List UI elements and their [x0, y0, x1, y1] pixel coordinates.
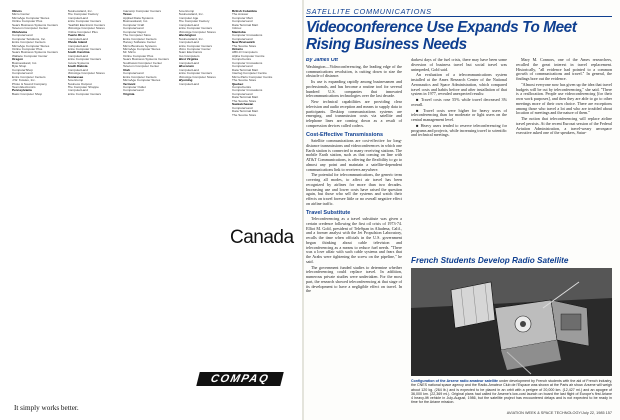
- dealer-name: Americomp: [67, 79, 84, 83]
- dealer-name: Micro Business Systems: [123, 44, 157, 48]
- dealer-name: Entre Computer Centers: [12, 41, 46, 45]
- dealer-name: Entre Computer Centers: [178, 44, 213, 48]
- dealer-region-heading: Manitoba: [232, 29, 246, 34]
- dealer-name: Data Terminal Mart: [232, 95, 259, 100]
- dealer-region-heading: Washington: [178, 34, 197, 38]
- dealer-name: Entre Computer Centers: [12, 75, 46, 79]
- dealer-name: J.W. Kowles, Inc.: [12, 79, 36, 83]
- dealer-name: ComputerLand: [67, 16, 88, 20]
- dealer-region-heading: South Dakota: [67, 65, 88, 69]
- dealer-name: Team Electronics: [178, 51, 203, 55]
- dealer-name: Computer Solutions, Inc.: [12, 37, 46, 41]
- dealer-name: Entre Computer Centers: [67, 47, 102, 51]
- article-paragraph: Teleconferencing as a travel substitute was given a certain credence following the first oil crisis of 1973-74. Elliot M. Gold, president of TeleSpan in Altadena, Calif., and a former analyst with the Jet Propulsion Laboratory, recalls the time when officials in the U.S. government began thinking about cable television and teleconferencing as a means to reduce fuel needs. "There was a love affair with such cable systems and fears that the Arabs were tightening the screw on the pipeline," he said.: [306, 216, 402, 264]
- dealer-name: ComputerLand: [67, 68, 88, 72]
- dealer-name: Micro-Parts Computer Centre: [232, 74, 273, 79]
- dealer-name: Micro Center: [12, 13, 30, 17]
- dealer-region-heading: Saskatchewan: [232, 102, 254, 107]
- dealer-name: Telecom Computer Center: [12, 27, 49, 31]
- dealer-name: Basic Computer Shop: [12, 92, 43, 96]
- dealer-name: Businessland, Inc.: [178, 37, 204, 41]
- ad-slogan: It simply works better.: [14, 404, 79, 412]
- page-gutter: [302, 0, 304, 420]
- dealer-name: Entre Computer Centers: [67, 20, 102, 24]
- dealer-region-heading: Texas: [123, 13, 132, 17]
- dealer-name: ABC-D Computers: [232, 50, 258, 55]
- dealer-name: Sears Business Systems Centers: [12, 23, 58, 27]
- article-column-2: [411, 58, 507, 251]
- dealer-region-heading: Virginia: [123, 92, 135, 96]
- dealer-name: Computer Innovations: [232, 33, 263, 38]
- dealer-name: ComputerLand: [12, 72, 33, 76]
- article-paragraph: "Almost everyone now has given up the idea that travel budgets will be cut by teleconferencing," she said. "There is a reallocation. People use videoconferencing [for their own work purposes], and then they are able to go to other meetings more of their own choice. There are exceptions among those who travel a lot and who are troubled about location of meetings and the nature of them.": [516, 81, 612, 116]
- article-paragraph: Satellite communications are cost-effective for long-distance transmissions and videoconferences in which one Earth station is connected to many receiving stations. The mobile Earth station, such as that coming on line with AT&T Communications, is offering the flexibility to go to almost any point and maintain a satellite-dependent communications link to receivers anywhere.: [306, 138, 402, 172]
- article-paragraph: Its use is expanding rapidly among businessmen and professionals, and has become a routine tool for several hundred U.S. companies that innovated telecommunications technologies over the last decade.: [306, 79, 402, 99]
- article-headline: Videoconference Use Expands To Meet Rising Business Needs: [306, 19, 577, 53]
- article-paragraph: The government funded studies to determine whether teleconferencing could replace travel. In addition, numerous private studies were undertaken. For the most part, the research showed teleconferencing at that stage of its development to have a negligible effect on travel. In the: [306, 264, 402, 294]
- dealer-name: The Source Store: [232, 43, 257, 48]
- dealer-name: The Source Store: [232, 112, 257, 117]
- dealer-name: MicroAge Computer Stores: [178, 30, 216, 34]
- dealer-name: The Computer Store: [123, 34, 152, 38]
- article-subhead: Travel Substitute: [306, 209, 351, 216]
- dealer-name: ComputerLand: [178, 41, 199, 45]
- dealer-name: Sears Business Systems Centers: [123, 58, 169, 62]
- compaq-dealer-ad: [0, 0, 302, 420]
- dealer-name: Entre Computer Centers: [67, 92, 102, 96]
- photo-caption: Configuration of the Arsene radio amateur satellite under development by French students with the aid of French industry, the CNES national space agency and the Radio-Amateur Club de l'Espace was shown at the Paris air show. Arsene will weigh about 120 kg. (264 lb.) and is expected to be placed in an orbit with a perigee of 20,000 km. (12,427 mi.) and an apogee of 36,000 km. (22,369 mi.). Original plans had called for Arsene's low-cost launch on board the last flight of Europe's first Ariane 4 heavy-lift vehicle in July-August, 1986, but the satellite project has encountered delays and is not expected to be ready in time for the Ariane mission.: [411, 379, 612, 405]
- article-paragraph: An evaluation of a telecommunications system installed at the Ames Research Center of the National Aeronautics and Space Administration, which compared travel costs and habits before and after installation of that system in 1977, revealed unexpected results:: [411, 72, 507, 97]
- dealer-name: MicroAge Computer Stores: [12, 16, 50, 20]
- dealer-name: The Source Store: [232, 78, 257, 83]
- dealer-region-heading: Illinois: [12, 10, 22, 13]
- dealer-name: ComputerLand: [67, 54, 88, 58]
- article-paragraph: New technical capabilities are providing clear television and audio reception and means to supply data to participants. Desktop communications systems are emerging, and transmission costs via satellite and telephone lines are coming down as a result of compression devices called codecs.: [306, 99, 402, 128]
- dealer-name: Business Outpost: [67, 82, 92, 86]
- dealer-name: ComputerShop: [12, 68, 33, 72]
- canada-heading: Canada: [230, 227, 294, 248]
- dealer-name: Computer Age: [178, 16, 199, 20]
- dealer-name: ComputerLand: [12, 34, 33, 38]
- dealer-region-heading: Oregon: [12, 58, 24, 62]
- dealer-name: ComputerLand: [178, 61, 199, 65]
- dealer-name: Sears Business Systems Centers: [12, 51, 58, 55]
- dealer-name: Micro Computer Center: [178, 47, 211, 51]
- dealer-name: Inacomp Computer Centers: [123, 10, 162, 13]
- dealer-name: Yes Computers: [178, 54, 200, 58]
- dealer-name: Harvey Software Center: [123, 41, 157, 45]
- dealer-name: ComputerLand: [123, 27, 144, 31]
- dealer-name: ComputerLand: [67, 37, 88, 41]
- dealer-region-heading: Oklahoma: [12, 30, 27, 34]
- article-paragraph: Washington—Videoconferencing, the leading edge of the communications revolution, is cutting down to size the obstacle of distance.: [306, 63, 402, 79]
- dealer-name: Wallace Computer Center: [12, 54, 48, 58]
- dealer-region-heading: Wisconsin: [178, 65, 194, 69]
- dealer-name: Entre Computer Centers: [123, 75, 157, 79]
- dealer-name: MicroAge Computer Stores: [67, 27, 105, 31]
- dealer-region-heading: Puerto Rico: [67, 34, 85, 38]
- page-footer: AVIATION WEEK & SPACE TECHNOLOGY/July 22, 1985 157: [506, 411, 612, 415]
- dealer-name: Entre Computer Centers: [178, 27, 213, 31]
- dealer-region-heading: Rhode Island: [67, 41, 87, 45]
- dealer-region-heading: West Virginia: [178, 58, 198, 62]
- dealer-name: ComputerLand: [232, 91, 253, 96]
- compaq-logo: COMPAQ: [196, 372, 283, 386]
- dealer-name: Online Computer Plus: [12, 47, 43, 51]
- dealer-name: The Answer: [232, 12, 249, 17]
- article-paragraph: darkest days of the fuel crisis, there may have been some diversion of business travel but social travel was unimpeded, Gold said.: [411, 58, 507, 72]
- dealer-name: Computer Mart: [232, 15, 253, 20]
- dealer-name: Businessland, Inc.: [67, 10, 93, 13]
- satellite-model-illustration: [411, 268, 612, 376]
- article-paragraph: ■ Heavy users tended to reserve teleconferencing for programs and projects, while increasing travel to scientific and technical meetings.: [411, 122, 507, 138]
- dealer-name: Computer Innovations: [232, 88, 263, 93]
- article-column-3: [516, 58, 612, 251]
- dealer-name: Data Terminal Mart: [232, 67, 259, 72]
- dealer-name: Mr. Micro: [123, 51, 136, 55]
- dealer-name: Entre Computer Centers: [67, 58, 102, 62]
- dealer-name: Data Terminal Mart: [232, 22, 259, 27]
- dealer-name: The Computer Factory: [178, 20, 210, 24]
- dealer-name: Businessland, Inc.: [178, 13, 204, 17]
- dealer-name: Entre Computer Centers: [123, 37, 157, 41]
- dealer-name: Online Computer Plus: [67, 30, 98, 34]
- article-paragraph: ■ Travel costs were higher for heavy users of teleconferencing than for moderate or light users on the central management level.: [411, 107, 507, 122]
- dealer-name: ComputerLand: [178, 82, 199, 86]
- dealer-region-heading: Pennsylvania: [12, 89, 32, 93]
- dealer-name: MicroAge Computer Stores: [123, 79, 161, 83]
- dealer-name: ComputerLand: [232, 36, 253, 41]
- article-subhead: Cost-Effective Transmissions: [306, 131, 384, 138]
- dealer-name: The Source Store: [232, 98, 257, 103]
- dealer-region-heading: British Columbia: [232, 10, 257, 13]
- dealer-name: Inforex: [232, 26, 242, 31]
- dealer-name: Alpha Computer Centre: [232, 53, 265, 58]
- dealer-name: ComputerLand: [232, 64, 253, 69]
- dealer-name: CompuCentre: [232, 57, 252, 62]
- canada-dealer-list: [232, 10, 298, 215]
- dealer-region-heading: Tennessee: [67, 75, 84, 79]
- article-column-1: [306, 58, 402, 408]
- dealer-name: Applied Data Systems: [123, 16, 154, 20]
- dealer-name: Computer Outlet: [123, 85, 146, 89]
- dealer-name: CompuCentre: [232, 84, 252, 89]
- dealer-name: ComputerLand: [123, 89, 144, 93]
- dealer-name: Photo & Sound Company: [12, 82, 47, 86]
- article-paragraph: Mary M. Connors, one of the Ames researchers, recalled the great interest in travel replacement. Historically, "all evidence had pointed to a common growth of communications and travel." In general, the findings bore out the evidence.: [516, 58, 612, 81]
- dealer-name: Computer Innovations: [232, 60, 263, 65]
- dealer-name: Interlog Computer Centre: [232, 71, 267, 76]
- dealer-name: Computer Craft: [123, 23, 145, 27]
- dealer-name: ComputerLand: [232, 105, 253, 110]
- dealer-name: The Computer Factory: [67, 13, 99, 17]
- article-paragraph: ■ Travel costs rose 55% while travel decreased 3% overall.: [411, 97, 507, 107]
- byline: By James Ott: [306, 58, 338, 63]
- dealer-region-heading: New Brunswick: [232, 40, 255, 45]
- sidebar-title: French Students Develop Radio Satellite: [411, 256, 569, 265]
- dealer-name: Computer Depot: [123, 30, 146, 34]
- dealer-name: Team Electronics: [12, 85, 36, 89]
- dealer-region-heading: Vermont: [123, 82, 136, 86]
- dealer-name: ComputerLand: [178, 68, 199, 72]
- dealer-name: Future Systems: [67, 61, 90, 65]
- article-paragraph: The potential for telecommunications, the generic term covering all modes, to affect air travel has been recognized by airlines for more than two decades. Increasing use and lower costs have raised the question again, but those who sell the systems and watch their effects on travel foresee little or no overall negative effect on airline traffic.: [306, 172, 402, 206]
- dealer-region-heading: Utah: [123, 68, 130, 72]
- dealer-name: Online Computer Plus: [123, 54, 154, 58]
- dealer-name: MicroAge Computer Stores: [123, 47, 161, 51]
- dealer-name: ComputerLand: [67, 89, 88, 93]
- dealer-region-heading: Ontario: [232, 46, 244, 51]
- dealer-name: Businessland, Inc.: [12, 61, 38, 65]
- dealer-name: The Computer Shoppe: [67, 85, 99, 89]
- dealer-region-heading: Wyoming: [178, 79, 193, 83]
- dealer-name: Heathkit Electronic Centers: [67, 23, 105, 27]
- dealer-name: Entre Computer Centers: [178, 72, 213, 76]
- section-rule: [306, 16, 612, 17]
- dealer-region-heading: Quebec: [232, 81, 244, 86]
- dealer-name: MicroAge Computer Stores: [67, 72, 105, 76]
- dealer-name: ComputerLand: [123, 72, 144, 76]
- dealer-name: Americomp: [178, 10, 195, 13]
- dealer-name: ComputerLand: [67, 44, 88, 48]
- dealer-name: Data Terminal Mart: [232, 109, 259, 114]
- dealer-name: MicroAge Computer Stores: [12, 44, 50, 48]
- dealer-name: Southwest Computer Center: [123, 61, 163, 65]
- satellite-photo: [411, 268, 612, 376]
- dealer-name: Telecom Computer Center: [123, 65, 160, 69]
- dealer-region-heading: South Carolina: [67, 51, 90, 55]
- dealer-name: Online Computer Plus: [12, 20, 43, 24]
- article-paragraph: The notion that teleconferencing will replace airline travel persists. At the recent Eurosat session of the Federal Aviation Administration, a travel-weary aerospace executive asked one of the speakers, Satur-: [516, 116, 612, 136]
- dealer-name: Byte Shop: [12, 65, 27, 69]
- dealer-name: Businessland, Inc.: [123, 20, 149, 24]
- dealer-name: MicroAge Computer Stores: [178, 75, 216, 79]
- dealer-list: [12, 10, 228, 278]
- section-label: SATELLITE COMMUNICATIONS: [306, 7, 432, 16]
- dealer-name: ComputerLand: [232, 19, 253, 24]
- dealer-name: ComputerLand: [178, 23, 199, 27]
